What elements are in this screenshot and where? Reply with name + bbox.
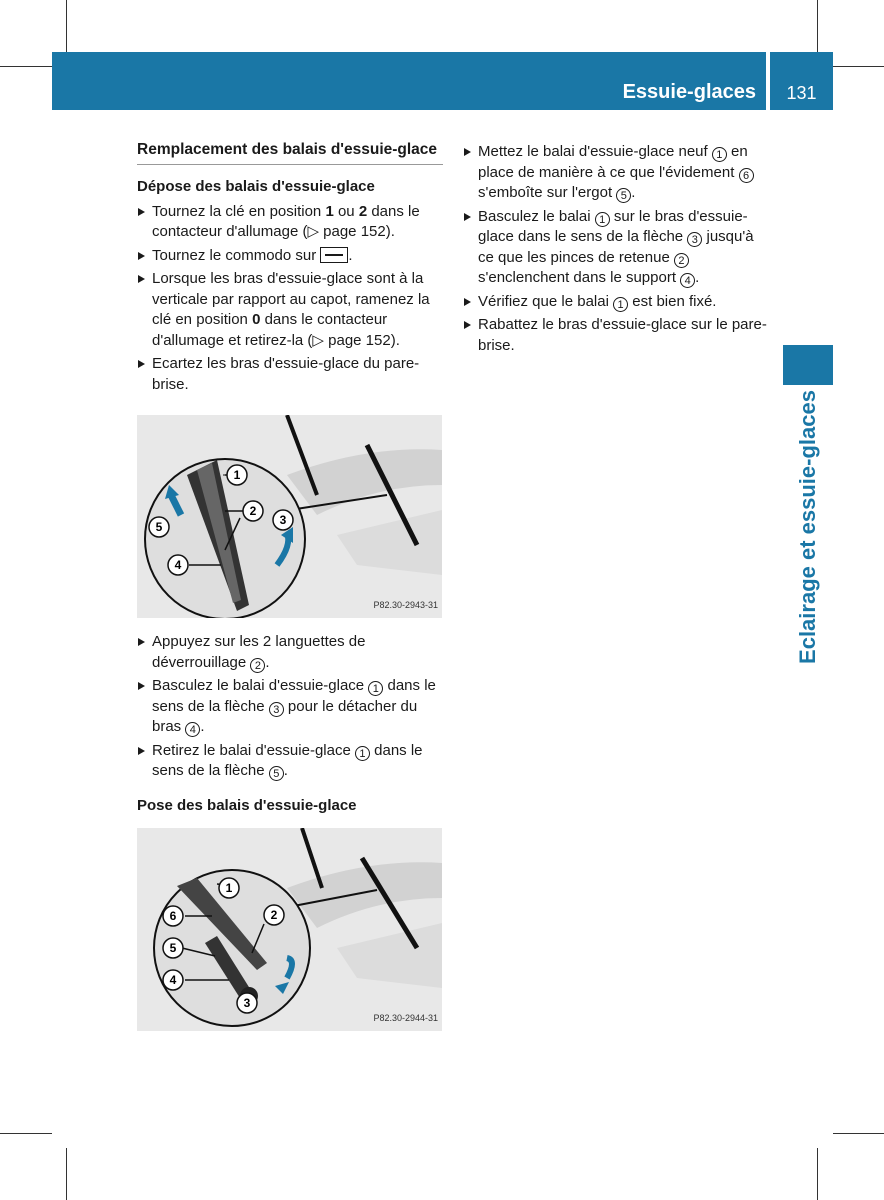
- wiper-switch-icon: [320, 247, 348, 263]
- crop-mark: [66, 1148, 67, 1200]
- list-item: Ecartez les bras d'essuie-glace du pare-brise.: [137, 354, 443, 395]
- crop-mark: [817, 1148, 818, 1200]
- header-bar: [52, 52, 766, 110]
- list-item: Mettez le balai d'essuie-glace neuf 1 en place de manière à ce que l'évidement 6 s'emboîte sur l'ergot 5 .: [463, 142, 769, 204]
- callout-label: 6: [169, 909, 177, 923]
- list-item: Appuyez sur les 2 languettes de déverrouillage 2 .: [137, 632, 443, 673]
- callout-label: 5: [155, 520, 163, 534]
- list-item: Basculez le balai d'essuie-glace 1 dans le sens de la flèche 3 pour le détacher du bras 4 .: [137, 676, 443, 738]
- depose-heading: Dépose des balais d'essuie-glace: [137, 178, 375, 195]
- section-title: Remplacement des balais d'essuie-glace: [137, 140, 443, 165]
- list-item: Tournez la clé en position 1 ou 2 dans le contacteur d'allumage (▷ page 152).: [137, 202, 443, 243]
- callout-label: 1: [233, 468, 241, 482]
- pose-heading: Pose des balais d'essuie-glace: [137, 796, 357, 814]
- callout-label: 3: [279, 513, 287, 527]
- crop-mark: [833, 66, 884, 67]
- callout-label: 1: [225, 881, 233, 895]
- figure-code: P82.30-2943-31: [373, 599, 438, 610]
- wiper-installation-illustration: [137, 828, 442, 1031]
- crop-mark: [833, 1133, 884, 1134]
- left-column: [137, 140, 443, 1031]
- callout-label: 3: [243, 996, 251, 1010]
- page-title: Essuie-glaces: [622, 81, 756, 103]
- callout-label: 4: [174, 558, 182, 572]
- list-item: Vérifiez que le balai 1 est bien fixé.: [463, 292, 769, 313]
- crop-mark: [66, 0, 67, 52]
- right-column: [463, 142, 769, 359]
- list-item: Retirez le balai d'essuie-glace 1 dans le sens de la flèche 5 .: [137, 741, 443, 782]
- crop-mark: [817, 0, 818, 52]
- chapter-tab: [783, 345, 833, 385]
- page-number: 131: [786, 83, 817, 103]
- callout-label: 2: [270, 908, 278, 922]
- page-number-box: [770, 52, 833, 110]
- figure-blade-installation: [137, 828, 442, 1031]
- list-item: Basculez le balai 1 sur le bras d'essuie-glace dans le sens de la flèche 3 jusqu'à ce que les pinces de retenue 2 s'enclenchent dans le support 4 .: [463, 207, 769, 289]
- figure-code: P82.30-2944-31: [373, 1012, 438, 1023]
- wiper-removal-illustration: [137, 415, 442, 618]
- list-item: Tournez le commodo sur .: [137, 246, 443, 267]
- callout-label: 4: [169, 973, 177, 987]
- figure-blade-removal: [137, 415, 442, 618]
- list-item: Rabattez le bras d'essuie-glace sur le pare-brise.: [463, 315, 769, 356]
- callout-label: 5: [169, 941, 177, 955]
- chapter-label: Eclairage et essuie-glaces: [795, 390, 820, 664]
- crop-mark: [0, 1133, 52, 1134]
- list-item: Lorsque les bras d'essuie-glace sont à la verticale par rapport au capot, ramenez la clé en position 0 dans le contacteur d'allumage et retirez-la (▷ page 152).: [137, 269, 443, 351]
- callout-label: 2: [249, 504, 257, 518]
- crop-mark: [0, 66, 52, 67]
